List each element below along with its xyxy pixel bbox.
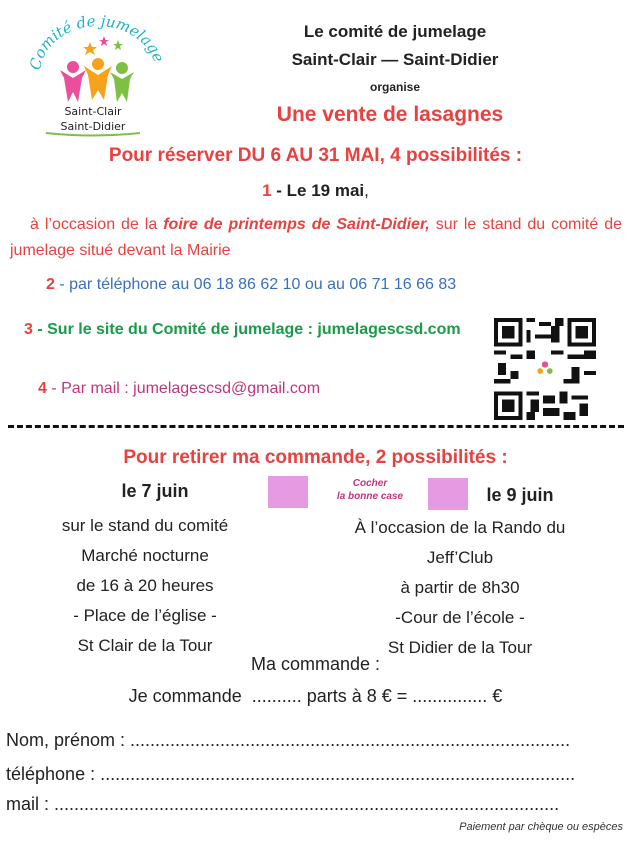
pickup-left-line: - Place de l’église - xyxy=(73,606,217,625)
option-2 xyxy=(46,276,456,294)
pickup-checkbox-7-juin[interactable] xyxy=(268,476,308,508)
option-4-text: - Par mail : jumelagescsd@gmail.com xyxy=(46,380,321,397)
option-1-date: - Le 19 mai xyxy=(271,181,365,200)
pickup-right-date: le 9 juin xyxy=(486,485,554,505)
name-field[interactable]: Nom, prénom : ........................................................................................ xyxy=(6,730,571,750)
payment-note: Paiement par chèque ou espèces xyxy=(459,821,623,833)
option-2-number: 2 xyxy=(46,276,55,293)
logo xyxy=(18,12,168,137)
organizer-subtitle: Saint-Clair — Saint-Didier xyxy=(291,50,499,69)
logo-line2: Saint-Didier xyxy=(60,120,126,133)
pickup-right-line: À l’occasion de la Rando du xyxy=(354,518,566,537)
pickup-right-line: Jeff’Club xyxy=(426,548,494,567)
checkbox-hint-line1: Cocher xyxy=(352,478,388,489)
reserve-title: Pour réserver DU 6 AU 31 MAI, 4 possibilités : xyxy=(108,145,523,166)
pickup-right-line: à partir de 8h30 xyxy=(400,578,520,597)
option-1-text-before: à l’occasion de la xyxy=(30,216,164,233)
option-1-text-after: sur le stand du comité de jumelage situé devant la Mairie xyxy=(10,216,623,259)
pickup-right-line: St Didier de la Tour xyxy=(387,638,533,657)
pickup-left-line: Marché nocturne xyxy=(81,546,209,565)
pickup-left-line: de 16 à 20 heures xyxy=(76,576,214,595)
logo-line1: Saint-Clair xyxy=(64,105,122,118)
pickup-left-date: le 7 juin xyxy=(121,481,189,501)
order-quantity-line[interactable]: Je commande .......... parts à 8 € = ............... € xyxy=(128,686,503,706)
option-3 xyxy=(24,317,479,343)
logo-arc-text: Comité de jumelage xyxy=(26,12,168,72)
pickup-left-line: St Clair de la Tour xyxy=(77,636,213,655)
pickup-title: Pour retirer ma commande, 2 possibilités : xyxy=(123,447,508,468)
order-title: Ma commande : xyxy=(250,654,381,674)
pickup-right-details xyxy=(320,513,600,663)
section-divider xyxy=(8,425,624,428)
pickup-left-line: sur le stand du comité xyxy=(61,516,229,535)
option-1-text xyxy=(10,212,622,264)
phone-field[interactable]: téléphone : ............................................................................................... xyxy=(6,764,576,784)
pickup-left-details xyxy=(30,511,260,661)
organizer-title: Le comité de jumelage xyxy=(303,22,487,41)
option-3-number: 3 xyxy=(24,321,33,338)
option-1-number: 1 xyxy=(262,181,272,200)
mail-field[interactable]: mail : ..................................................................................................... xyxy=(6,794,560,814)
qr-code[interactable] xyxy=(494,318,596,420)
pickup-right-line: -Cour de l’école - xyxy=(395,608,525,627)
checkbox-hint-line2: la bonne case xyxy=(336,491,404,502)
option-4-number: 4 xyxy=(38,380,47,397)
event-title: Une vente de lasagnes xyxy=(276,103,504,126)
option-2-text: - par téléphone au 06 18 86 62 10 ou au 06 71 16 66 83 xyxy=(54,276,457,293)
fair-name: foire de printemps de Saint-Didier, xyxy=(163,216,430,233)
option-4 xyxy=(38,380,320,398)
organizer-verb: organise xyxy=(369,80,420,94)
checkbox-hint xyxy=(320,477,420,503)
option-3-text: - Sur le site du Comité de jumelage : jumelagescsd.com xyxy=(32,321,461,338)
option-1-heading xyxy=(0,181,631,201)
option-1-comma: , xyxy=(364,181,369,200)
